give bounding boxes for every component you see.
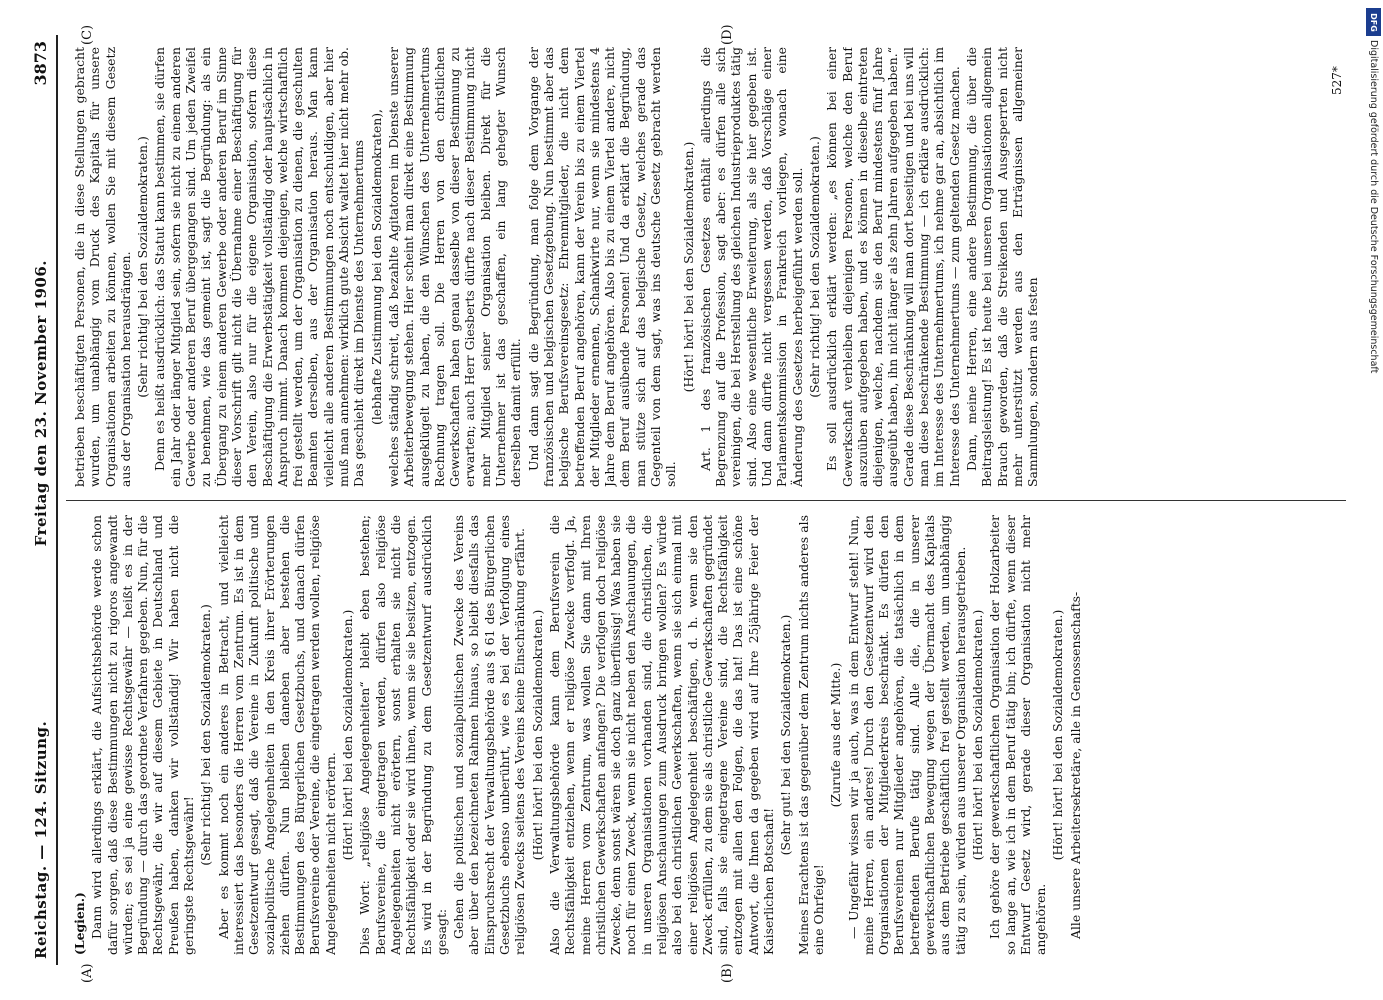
paragraph: Art. 1 des französischen Gesetzes enthält allerdings die Begrenzung auf die Profession, sagt aber: es dürfen alle sich vereinigen, die bei Herstellung des gleichen Industrieproduktes tätig sind. Also eine wesentliche Erweiterung, als sie hier gegeben ist. Und dann dürfte nicht vergessen werden, daß Vorschläge einer Parlamentskommission in Frankreich vorliegen, wonach eine Änderung des Gesetzes herbeigeführt werden soll.: [697, 47, 805, 487]
header-date: Freitag den 23. November 1906.: [32, 259, 50, 547]
paragraph: Dann, meine Herren, eine andere Bestimmung, die über die Beitragsleistung! Es ist heute bei unseren Organisationen allgemein Brauch geworden, daß die Streikenden und Ausgesperrten nicht mehr unterstützt werden aus den Erträgnissen allgemeiner Sammlungen, sondern aus festen: [963, 47, 1041, 487]
paragraph: Alle unsere Arbeitersekretäre, alle in Genossenschafts-: [1067, 591, 1083, 939]
margin-mark-a: (A): [80, 963, 95, 983]
paragraph: Ich gehöre der gewerkschaftlichen Organisation der Holzarbeiter so lange an, wie ich in dem Beruf tätig bin; ich dürfte, wenn dieser Entwurf Gesetz wird, gerade dieser Organisation nicht mehr angehören.: [987, 515, 1049, 955]
interjection: (Zurufe aus der Mitte.): [828, 662, 844, 808]
page-header: [20, 35, 58, 965]
rotated-page: [20, 24, 1360, 983]
page-number: 3873: [31, 41, 50, 86]
margin-mark-d: (D): [720, 24, 735, 45]
paragraph: Denn es heißt ausdrücklich: das Statut kann bestimmen, sie dürfen ein Jahr oder länger Mitglied sein, sofern sie nicht zu einem anderen Gewerbe oder anderen Beruf übergegangen sind. Um jeden Zweifel zu benehmen, wie das gemeint ist, sagt die Begründung: als ein Übergang zu einem anderen Gewerbe oder anderen Beruf im Sinne dieser Vorschrift gilt nicht die Übernahme einer Beschäftigung für den Verein, also nur für die eigene Organisation, sofern diese Beschäftigung die Erwerbstätigkeit vollständig oder hauptsächlich in Anspruch nimmt. Danach kommen diejenigen, welche wirtschaftlich frei gestellt werden, um der Organisation zu dienen, die geschulten Beamten derselben, aus der Organisation heraus. Man kann vielleicht alle anderen Bestimmungen noch entschuldigen, aber hier muß man annehmen: wirklich gute Absicht waltet hier nicht mehr ob. Das geschieht direkt im Dienste des Unternehmertums: [152, 47, 367, 487]
interjection: (lebhafte Zustimmung bei den Sozialdemokraten),: [368, 109, 384, 425]
interjection: (Hört! hört! bei den Sozialdemokraten.): [340, 609, 356, 861]
dfg-logo: DFG: [1366, 8, 1381, 36]
interjection: (Sehr richtig! bei den Sozialdemokraten.): [198, 604, 214, 866]
interjection: (Sehr richtig! bei den Sozialdemokraten.): [806, 136, 822, 398]
interjection: (Hört! hört! bei den Sozialdemokraten.): [1050, 609, 1066, 861]
paragraph: Meines Erachtens ist das gegenüber dem Zentrum nichts anderes als eine Ohrfeige!: [795, 515, 826, 955]
margin-mark-b: (B): [720, 963, 735, 983]
header-session: Reichstag. — 124. Sitzung.: [32, 720, 50, 959]
sheet-signature: 527*: [1330, 66, 1344, 95]
paragraph: Dies Wort: „religiöse Angelegenheiten“ bleibt eben bestehen; Berufsvereine, die eingetragen werden, dürfen also religiöse Angelegenheiten nicht erörtern, sonst erhalten sie nicht die Rechtsfähigkeit oder sie wird ihnen, wenn sie sie besitzen, entzogen. Es wird in der Begründung zu dem Gesetzentwurf ausdrücklich gesagt:: [357, 515, 449, 955]
paragraph: Dann wird allerdings erklärt, die Aufsichtsbehörde werde schon dafür sorgen, daß diese Bestimmungen nicht zu rigoros angewandt würden; es sei ja eine gewisse Rechtsgewähr — heißt es in der Begründung — durch das geordnete Verfahren gegeben. Nun, für die Rechtsgewähr, die wir auf diesem Gebiete in Deutschland und Preußen haben, danken wir vollständig! Wir haben nicht die geringste Rechtsgewähr!: [89, 515, 197, 955]
margin-mark-c: (C): [80, 24, 95, 45]
paragraph: Und dann sagt die Begründung, man folge dem Vorgange der französischen und belgischen Gesetzgebung. Nun bestimmt aber das belgische Berufsvereinsgesetz: Ehrenmitglieder, die nicht dem betreffenden Beruf angehören, kann der Verein bis zu einem Viertel der Mitglieder ernennen, Schankwirte nur, wenn sie mindestens 4 Jahre dem Beruf angehören. Also bis zu einem Viertel andere, nicht dem Beruf ausübende Personen! Und da erklärt die Begründung, man stütze sich auf das belgische Gesetz, welches gerade das Gegenteil von dem sagt, was ins deutsche Gesetz gebracht werden soll.: [525, 47, 679, 487]
interjection: (Sehr richtig! bei den Sozialdemokraten.): [135, 136, 151, 398]
digitization-credit: [1365, 40, 1379, 960]
interjection: (Hört! hört! bei den Sozialdemokraten.): [969, 609, 985, 861]
paragraph: betrieben beschäftigten Personen, die in diese Stellungen gebracht wurden, um unabhängig vom Druck des Kapitals für unsere Organisationen arbeiten zu können, wollen Sie mit diesem Gesetz aus der Organisation herausdrängen.: [72, 47, 133, 487]
paragraph: welches ständig schreit, daß bezahlte Agitatoren im Dienste unserer Arbeiterbewegung stehen. Hier scheint man direkt eine Bestimmung ausgeklügelt zu haben, die den Wünschen des Unternehmertums Rechnung tragen soll. Die Herren von den christlichen Gewerkschaften haben genau dasselbe von dieser Bestimmung zu erwarten; auch Herr Giesberts dürfte nach dieser Bestimmung nicht mehr Mitglied seiner Organisation bleiben. Direkt für die Unternehmer ist das geschaffen, ein lang gehegter Wunsch derselben damit erfüllt.: [385, 47, 524, 487]
interjection: (Hört! hört! bei den Sozialdemokraten.): [680, 141, 696, 393]
interjection: (Hört! hört! bei den Sozialdemokraten.): [529, 609, 545, 861]
speaker-name: (Legien.): [72, 892, 87, 955]
credit-text: Digitalisierung gefördert durch die Deutsche Forschungsgemeinschaft: [1368, 40, 1379, 374]
quotation: Gehen die politischen und sozialpolitischen Zwecke des Vereins aber über den bezeichneten Rahmen hinaus, so bleibt diesfalls das Einspruchsrecht der Verwaltungsbehörde aus § 61 des Bürgerlichen Gesetzbuchs ebenso unberührt, wie es bei der Verfolgung eines religiösen Zwecks seitens des Vereins keine Einschränkung erfährt.: [451, 515, 528, 955]
paragraph: — Ungefähr wissen wir ja auch, was in dem Entwurf steht! Nun, meine Herren, ein anderes! Durch den Gesetzentwurf wird den Organisationen der Mitgliederkreis beschränkt. Es dürfen den Berufsvereinen nur Mitglieder angehören, die tatsächlich in dem betreffenden Berufe tätig sind. Alle die, die in unserer gewerkschaftlichen Bewegung wegen der Übermacht des Kapitals aus dem Betriebe geschäftlich frei gestellt werden, um unabhängig tätig zu sein, würden aus unserer Organisation herausgetrieben.: [845, 515, 968, 955]
paragraph: Aber es kommt noch ein anderes in Betracht, und vielleicht interessiert das besonders die Herren vom Zentrum. Es ist in dem Gesetzentwurf gesagt, daß die Vereine in Zukunft politische und sozialpolitische Angelegenheiten in den Kreis ihrer Erörterungen ziehen dürfen. Nun bleiben daneben aber bestehen die Bestimmungen des Bürgerlichen Gesetzbuchs, und danach dürfen Berufsvereine oder Vereine, die eingetragen werden wollen, religiöse Angelegenheiten nicht erörtern.: [215, 515, 338, 955]
paragraph: Es soll ausdrücklich erklärt werden: „es können bei einer Gewerkschaft verbleiben diejenigen Personen, welche den Beruf auszuüben aufgegeben haben, und es können in dieselbe eintreten diejenigen, welche, nachdem sie den Beruf mindestens fünf Jahre ausgeübt haben, ihn nicht länger als zehn Jahren aufgegeben haben.“ Gerade diese Beschränkung will man dort beseitigen und bei uns will man diese beschränkende Bestimmung — ich erkläre ausdrücklich: im Interesse des Unternehmertums, ich nehme gar an, absichtlich im Interesse des Unternehmertums — zum geltenden Gesetz machen.: [824, 47, 962, 487]
left-column: [72, 515, 1342, 955]
interjection: (Sehr gut! bei den Sozialdemokraten.): [778, 614, 794, 856]
column-divider: [66, 500, 1346, 501]
paragraph: Also die Verwaltungsbehörde kann dem Berufsverein die Rechtsfähigkeit entziehen, wenn er religiöse Zwecke verfolgt. Ja, meine Herren vom Zentrum, was wollen Sie dann mit Ihren christlichen Gewerkschaften anfangen? Die verfolgen doch religiöse Zwecke, denn sonst wären sie doch ganz überflüssig! Was haben sie noch für einen Zweck, wenn sie nicht neben den Anschauungen, die in unseren Organisationen vorhanden sind, die christlichen, die religiösen Anschauungen zum Ausdruck bringen wollen? Es würde also bei den christlichen Gewerkschaften, wenn sie sich einmal mit einer religiösen Angelegenheit beschäftigen, d. h. wenn sie den Zweck erfüllen, zu dem sie als christliche Gewerkschaften gegründet sind, falls sie eingetragene Vereine sind, die Rechtsfähigkeit entzogen mit allen den Folgen, die das hat! Das ist eine schöne Antwort, die Ihnen da gegeben wird auf Ihre 25jährige Feier der Kaiserlichen Botschaft!: [546, 515, 777, 955]
right-column: [72, 47, 1342, 487]
